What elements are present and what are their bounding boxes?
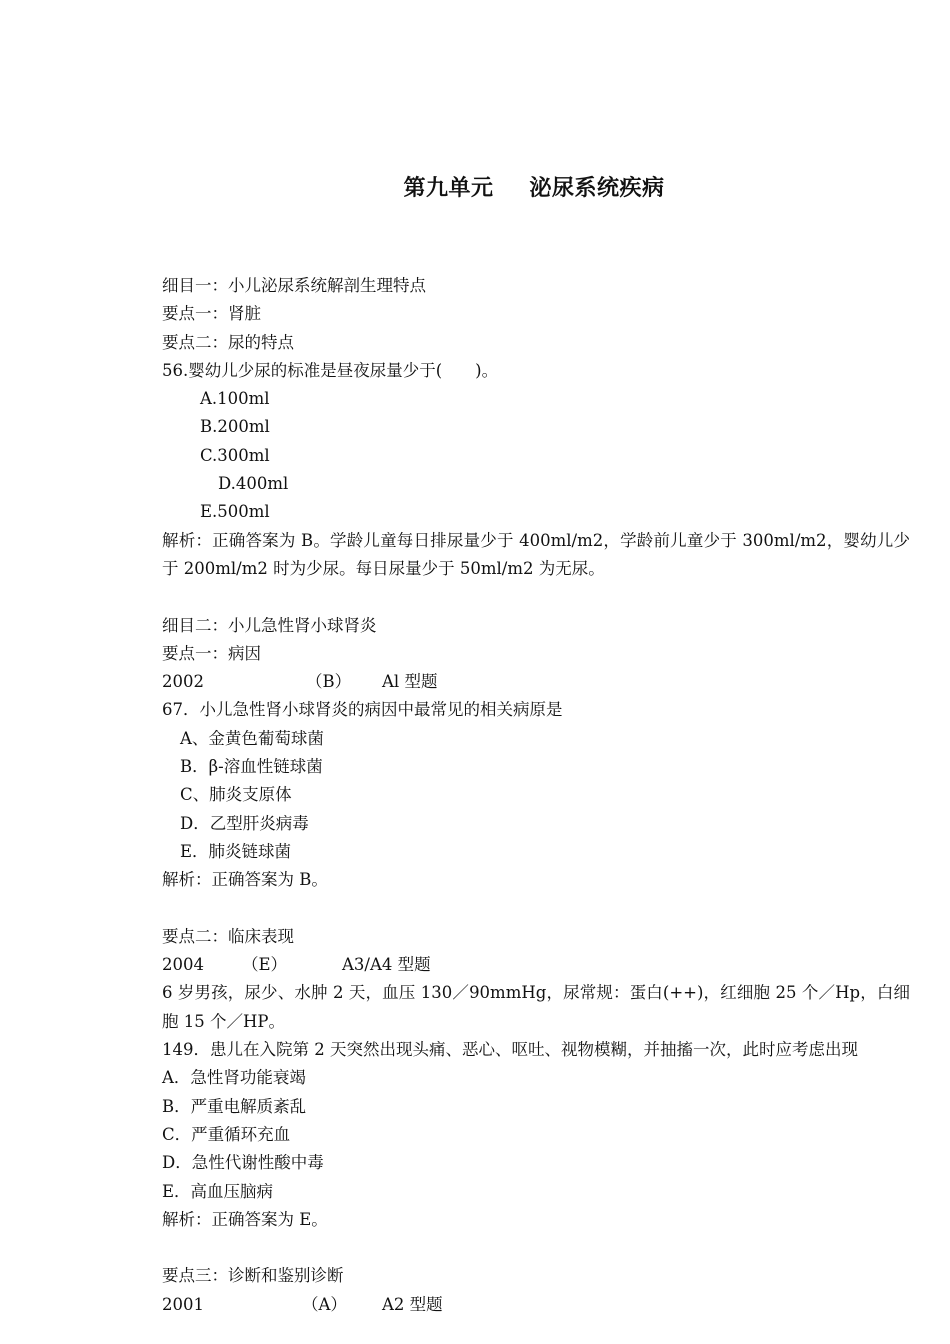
section-heading: 细目一：小儿泌尿系统解剖生理特点	[162, 276, 426, 295]
question-meta	[162, 1291, 910, 1319]
option-c: C、肺炎支原体	[180, 785, 292, 805]
option-e: E.500ml	[200, 502, 270, 522]
case-description: 6 岁男孩，尿少、水肿 2 天，血压 130／90mmHg，尿常规：蛋白(++)，红细胞 25 个／Hp，白细胞 15 个／HP。	[162, 983, 910, 1031]
exam-year: 2001	[162, 1294, 204, 1314]
option-d: D．乙型肝炎病毒	[180, 813, 309, 833]
key-point: 要点一：肾脏	[162, 304, 261, 324]
option-e: E．高血压脑病	[162, 1181, 274, 1201]
option-b: B．严重电解质紊乱	[162, 1096, 307, 1116]
option-c: C.300ml	[200, 445, 270, 465]
question-text: 149．患儿在入院第 2 天突然出现头痛、恶心、呕吐、视物模糊，并抽搐一次，此时应考虑出现	[162, 1040, 858, 1060]
answer-key: （E）	[242, 955, 288, 975]
analysis-text: 解析：正确答案为 B。	[162, 870, 328, 890]
question-meta	[162, 668, 910, 696]
exam-year: 2004	[162, 955, 204, 975]
analysis-text: 解析：正确答案为 B。学龄儿童每日排尿量少于 400ml/m2，学龄前儿童少于 300ml/m2，婴幼儿少于 200ml/m2 时为少尿。每日尿量少于 50ml/m2 为无尿。	[162, 530, 910, 578]
title-unit: 第九单元	[403, 176, 494, 201]
option-d: D．急性代谢性酸中毒	[162, 1153, 324, 1173]
title-topic: 泌尿系统疾病	[529, 176, 665, 201]
document-body	[162, 272, 910, 1319]
option-b: B．β-溶血性链球菌	[180, 757, 323, 777]
question-text: 56.婴幼儿少尿的标准是昼夜尿量少于( )。	[162, 360, 499, 380]
key-point: 要点二：临床表现	[162, 926, 294, 946]
option-e: E．肺炎链球菌	[180, 841, 292, 861]
key-point: 要点一：病因	[162, 643, 261, 663]
option-a: A、金黄色葡萄球菌	[180, 728, 324, 748]
analysis-text: 解析：正确答案为 E。	[162, 1209, 328, 1229]
option-a: A．急性肾功能衰竭	[162, 1068, 306, 1088]
answer-key: （B）	[306, 672, 352, 692]
question-text: 67．小儿急性肾小球肾炎的病因中最常见的相关病原是	[162, 700, 563, 720]
question-type: A2 型题	[382, 1294, 443, 1314]
question-type: A3/A4 型题	[342, 955, 431, 975]
page-title	[0, 171, 950, 202]
option-c: C．严重循环充血	[162, 1124, 291, 1144]
question-type: Al 型题	[382, 672, 438, 692]
key-point: 要点三：诊断和鉴别诊断	[162, 1266, 344, 1286]
section-heading: 细目二：小儿急性肾小球肾炎	[162, 615, 377, 635]
question-meta	[162, 951, 910, 979]
exam-year: 2002	[162, 672, 204, 692]
key-point: 要点二：尿的特点	[162, 332, 294, 352]
option-a: A.100ml	[200, 389, 270, 409]
option-b: B.200ml	[200, 417, 270, 437]
answer-key: （A）	[302, 1294, 347, 1314]
option-d: D.400ml	[218, 474, 289, 494]
